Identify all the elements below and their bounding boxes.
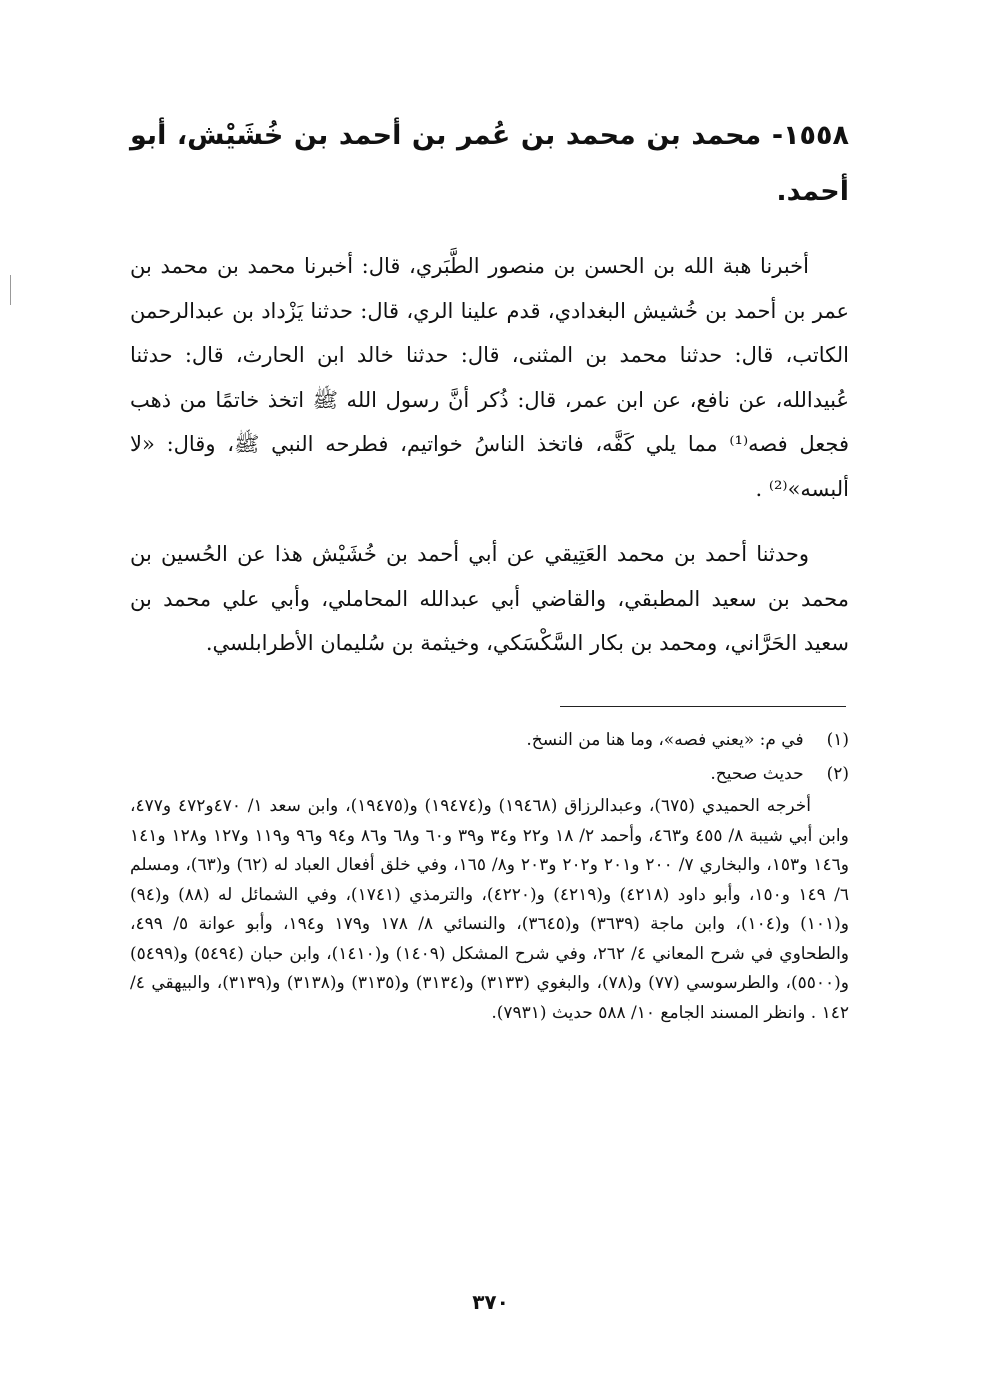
footnote-1 bbox=[130, 726, 849, 755]
footnote-2-body: أخرجه الحميدي (٦٧٥)، وعبدالرزاق (١٩٤٦٨) و(١٩٤٧٤) و(١٩٤٧٥)، وابن سعد ١/ ٤٧٠و٤٧٢ و٤٧٧، وابن أبي شيبة ٨/ ٤٥٥ و٤٦٣، وأحمد ٢/ ١٨ و٢٢ و٣٤ و٣٩ و٦٠ و٦٨ و٨٦ و٩٤ و٩٦ و١١٩ و١٢٧ و١٢٨ و١٤١ و١٤٦ و١٥٣، والبخاري ٧/ ٢٠٠ و٢٠١ و٢٠٢ و٢٠٣ و٨/ ١٦٥، وفي خلق أفعال العباد له (٦٢) و(٦٣)، ومسلم ٦/ ١٤٩ و١٥٠، وأبو داود (٤٢١٨) و(٤٢١٩) و(٤٢٢٠)، والترمذي (١٧٤١)، وفي الشمائل له (٨٨) و(٩٤) و(١٠١) و(١٠٤)، وابن ماجة (٣٦٣٩) و(٣٦٤٥)، والنسائي ٨/ ١٧٨ و١٧٩ و١٩٤، وأبو عوانة ٥/ ٤٩٩، والطحاوي في شرح المعاني ٤/ ٢٦٢، وفي شرح المشكل (١٤٠٩) و(١٤١٠)، وابن حبان (٥٤٩٤) و(٥٤٩٩) و(٥٥٠٠)، والطرسوسي (٧٧) و(٧٨)، والبغوي (٣١٣٣) و(٣١٣٤) و(٣١٣٥) و(٣١٣٨) و(٣١٣٩)، والبيهقي ٤/ ١٤٢ . وانظر المسند الجامع ١٠/ ٥٨٨ حديث (٧٩٣١). bbox=[130, 796, 850, 1023]
scan-edge-mark bbox=[10, 275, 11, 305]
entry-title: ١٥٥٨- محمد بن محمد بن عُمر بن أحمد بن خُشَيْش، أبو أحمد. bbox=[130, 120, 849, 207]
footnote-2-number: (٢) bbox=[826, 764, 849, 784]
footnote-1-number: (١) bbox=[826, 730, 849, 750]
footnote-2-text: حديث صحيح. bbox=[710, 764, 804, 784]
footnote-2 bbox=[130, 760, 849, 789]
hadith-paragraph: أخبرنا هبة الله بن الحسن بن منصور الطَّبَري، قال: أخبرنا محمد بن محمد بن عمر بن أحمد بن خُشيش البغدادي، قدم علينا الري، قال: حدثنا يَزْداد بن عبدالرحمن الكاتب، قال: حدثنا محمد بن المثنى، قال: حدثنا خالد ابن الحارث، قال: حدثنا عُبيدالله، عن نافع، عن ابن عمر، قال: ذُكر أنَّ رسول الله ﷺ اتخذ خاتمًا من ذهب فجعل فصه⁽¹⁾ مما يلي كَفَّه، فاتخذ الناسُ خواتيم، فطرحه النبي ﷺ، وقال: «لا ألبسه»⁽²⁾ . bbox=[130, 254, 849, 501]
footnote-separator bbox=[560, 706, 846, 707]
narration-paragraph: وحدثنا أحمد بن محمد العَتِيقي عن أبي أحمد بن خُشَيْش هذا عن الحُسين بن محمد بن سعيد المطبقي، والقاضي أبي عبدالله المحاملي، وأبي علي محمد بن سعيد الحَرَّاني، ومحمد بن بكار السَّكْسَكي، وخيثمة بن سُليمان الأطرابلسي. bbox=[130, 542, 849, 655]
page-number: ٣٧٠ bbox=[472, 1290, 509, 1314]
footnote-1-text: في م: «يعني فصه»، وما هنا من النسخ. bbox=[526, 730, 804, 750]
